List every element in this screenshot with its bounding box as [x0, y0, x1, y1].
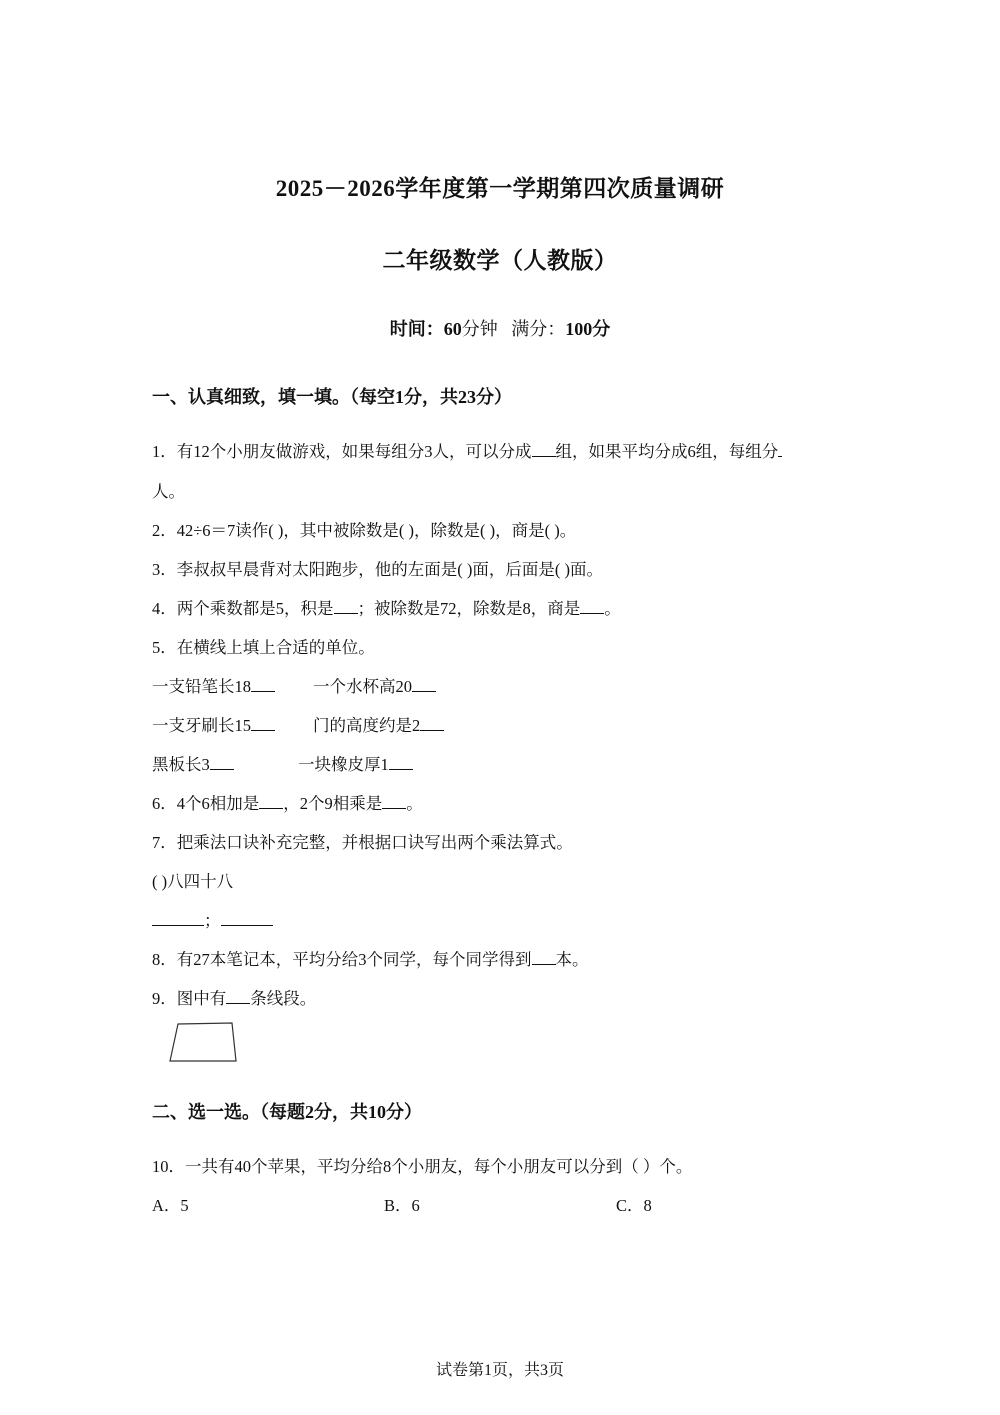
section2-heading: 二、选一选。（每题2分，共10分） — [152, 1102, 422, 1122]
time-value: 60 — [443, 319, 462, 339]
q5-item-blackboard: 黑板长3 — [152, 751, 234, 775]
exam-title: 2025－2026学年度第一学期第四次质量调研 — [275, 176, 725, 201]
question-1 — [152, 438, 782, 462]
question-1-cont: 人。 — [152, 482, 185, 501]
q5-item-toothbrush: 一支牙刷长15 — [152, 712, 275, 736]
q9-blank[interactable] — [226, 989, 250, 1004]
q5-item-eraser: 一块橡皮厚1 — [298, 751, 413, 775]
trapezoid-figure — [165, 1020, 245, 1068]
q7-answers: ； — [152, 907, 273, 931]
question-8: 8．有27本笔记本，平均分给3个同学，每个同学得到 本。 — [152, 950, 589, 969]
time-unit: 分钟 — [461, 319, 498, 339]
q5-item-door: 门的高度约是2 — [313, 712, 444, 736]
section1-heading: 一、认真细致，填一填。（每空1分，共23分） — [152, 387, 512, 407]
q5-blank-cup[interactable] — [412, 677, 436, 692]
q7-blank-1[interactable] — [152, 911, 204, 926]
question-6: 6．4个6相加是 ，2个9相乘是 。 — [152, 794, 423, 813]
question-10: 10．一共有40个苹果，平均分给8个小朋友，每个小朋友可以分到（ ）个。 — [152, 1157, 693, 1176]
q7-blank-2[interactable] — [221, 911, 273, 926]
q8-blank[interactable] — [532, 950, 556, 965]
q1-blank-2[interactable] — [778, 442, 782, 457]
q5-blank-toothbrush[interactable] — [251, 716, 275, 731]
q4-text-a: 4．两个乘数都是5，积是 — [152, 599, 334, 618]
score-label: 满分： — [511, 319, 566, 339]
question-3: 3．李叔叔早晨背对太阳跑步，他的左面是( )面，后面是( )面。 — [152, 560, 603, 579]
q6-blank-2[interactable] — [382, 794, 406, 809]
q5-blank-blackboard[interactable] — [210, 755, 234, 770]
q1-text-a: 1．有12个小朋友做游戏，如果每组分3人，可以分成 — [152, 442, 532, 461]
exam-info — [0, 315, 1000, 341]
q7-rhyme: ( )八四十八 — [152, 872, 234, 891]
time-label: 时间： — [389, 319, 444, 339]
q5-blank-pencil[interactable] — [251, 677, 275, 692]
question-5: 5．在横线上填上合适的单位。 — [152, 638, 375, 657]
q6-blank-1[interactable] — [259, 794, 283, 809]
page-footer: 试卷第1页，共3页 — [435, 1362, 564, 1379]
question-4 — [152, 595, 621, 619]
score-value: 100 — [565, 319, 593, 339]
question-2: 2．42÷6＝7读作( )，其中被除数是( )，除数是( )，商是( )。 — [152, 521, 577, 540]
question-7: 7．把乘法口诀补充完整，并根据口诀写出两个乘法算式。 — [152, 833, 573, 852]
q5-item-pencil: 一支铅笔长18 — [152, 673, 275, 697]
q1-blank-1[interactable] — [532, 442, 556, 457]
q5-item-cup: 一个水杯高20 — [313, 673, 436, 697]
q10-option-c[interactable]: C．8 — [616, 1196, 652, 1215]
exam-subtitle: 二年级数学（人教版） — [382, 248, 618, 273]
q4-text-c: 。 — [604, 599, 621, 618]
q4-blank-1[interactable] — [334, 599, 358, 614]
q4-text-b: ；被除数是72，除数是8，商是 — [357, 599, 581, 618]
q4-blank-2[interactable] — [580, 599, 604, 614]
q5-blank-door[interactable] — [420, 716, 444, 731]
q10-option-a[interactable]: A．5 — [152, 1196, 189, 1215]
score-unit: 分 — [592, 319, 611, 339]
q10-option-b[interactable]: B．6 — [384, 1196, 420, 1215]
question-9: 9．图中有 条线段。 — [152, 989, 317, 1008]
q5-blank-eraser[interactable] — [389, 755, 413, 770]
q1-text-b: 组，如果平均分成6组，每组分 — [555, 442, 779, 461]
